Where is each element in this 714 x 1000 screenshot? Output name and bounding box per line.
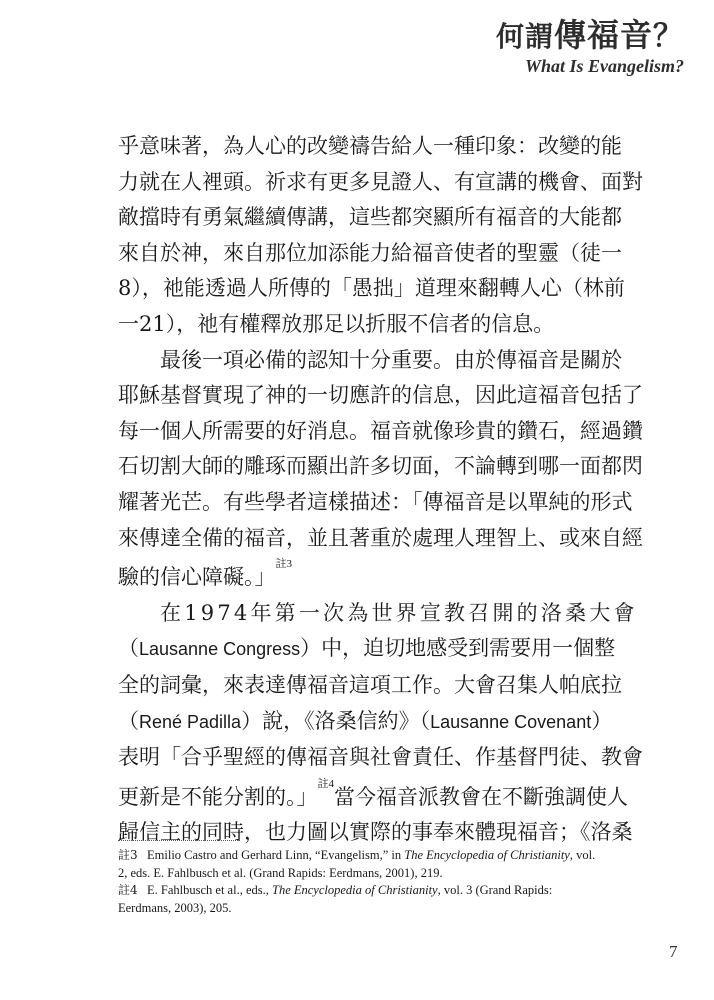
footnote-label: 註4 [118, 883, 138, 897]
paragraph-2 [118, 343, 643, 596]
text-span-latin: René Padilla [139, 711, 242, 732]
text-span: ） [591, 708, 613, 733]
text-line: 石切割大師的雕琢而顯出許多切面，不論轉到哪一面都閃 [118, 454, 643, 479]
text-line [118, 556, 598, 596]
header-title-zh-small: 何謂 [495, 20, 554, 53]
text-span-latin: Lausanne Covenant [430, 711, 592, 732]
footnote-separator [118, 840, 240, 841]
text-line: 歸信主的同時，也力圖以實際的事奉來體現福音；《洛桑 [118, 820, 633, 845]
text-line: 8），祂能透過人所傳的「愚拙」道理來翻轉人心（林前 [118, 276, 625, 301]
text-line: 一21），祂有權釋放那足以折服不信者的信息。 [118, 311, 555, 336]
text-line: 敵擋時有勇氣繼續傳講，這些都突顯所有福音的大能都 [118, 205, 622, 230]
running-header [496, 18, 684, 76]
text-line [118, 776, 628, 816]
text-line: 來自於神，來自那位加添能力給福音使者的聖靈（徒一 [118, 240, 622, 265]
text-span: ）說，《洛桑信約》（ [241, 708, 431, 733]
text-span: 更新是不能分割的。」 [118, 784, 318, 809]
footnote-text: E. Fahlbusch et al., eds., [147, 883, 272, 897]
footnote-title: The Encyclopedia of Christianity [404, 848, 570, 862]
text-line: 耀著光芒。有些學者這樣描述：「傳福音是以單純的形式 [118, 489, 633, 514]
text-line: 在1974年第一次為世界宣教召開的洛桑大會 [160, 600, 638, 625]
footnote-title: The Encyclopedia of Christianity [272, 883, 438, 897]
paragraph-3 [118, 596, 643, 851]
text-span: （ [118, 708, 139, 733]
text-span: 當今福音派教會在不斷強調使人 [334, 784, 628, 809]
text-line: 耶穌基督實現了神的一切應許的信息，因此這福音包括了 [118, 383, 643, 408]
footnote-ref-3: 註3 [275, 558, 292, 571]
footnote-text: , vol. 2, eds. E. Fahlbusch et al. (Grand Rapids: Eerdmans, 2001), 219. [118, 848, 596, 880]
footnote-3 [118, 847, 600, 882]
text-span: 驗的信心障礙。」 [118, 565, 276, 590]
text-line: 來傳達全備的福音，並且著重於處理人理智上、或來自經 [118, 525, 643, 550]
text-line [118, 704, 613, 741]
header-title-zh [496, 18, 684, 54]
text-line: 乎意味著，為人心的改變禱告給人一種印象：改變的能 [118, 134, 622, 158]
text-span: ）中，迫切地感受到需要用一個整 [300, 636, 616, 661]
footnote-text: Emilio Castro and Gerhard Linn, “Evangelism,” in [147, 848, 405, 862]
text-line [118, 631, 616, 668]
text-line: 全的詞彙，來表達傳福音這項工作。大會召集人帕底拉 [118, 672, 622, 697]
footnote-label: 註3 [118, 848, 138, 862]
text-line: 最後一項必備的認知十分重要。由於傳福音是關於 [160, 347, 622, 372]
text-line: 表明「合乎聖經的傳福音與社會責任、作基督門徒、教會 [118, 745, 643, 770]
body-text [118, 129, 643, 851]
text-line: 每一個人所需要的好消息。福音就像珍貴的鑽石，經過鑽 [118, 418, 643, 443]
footnotes [118, 847, 600, 917]
footnote-text: , vol. 3 (Grand Rapids: Eerdmans, 2003), 205. [118, 883, 553, 915]
text-line: 力就在人裡頭。祈求有更多見證人、有宣講的機會、面對 [118, 169, 643, 194]
header-title-en: What Is Evangelism? [524, 56, 684, 76]
footnote-ref-4: 註4 [317, 777, 334, 790]
text-span-latin: Lausanne Congress [139, 639, 301, 660]
text-span: （ [118, 636, 139, 661]
header-title-zh-big: 傳福音 [553, 16, 653, 54]
page-number: 7 [669, 942, 678, 961]
header-question-mark: ？ [653, 19, 684, 54]
footnote-4 [118, 882, 600, 917]
paragraph-1 [118, 129, 643, 343]
